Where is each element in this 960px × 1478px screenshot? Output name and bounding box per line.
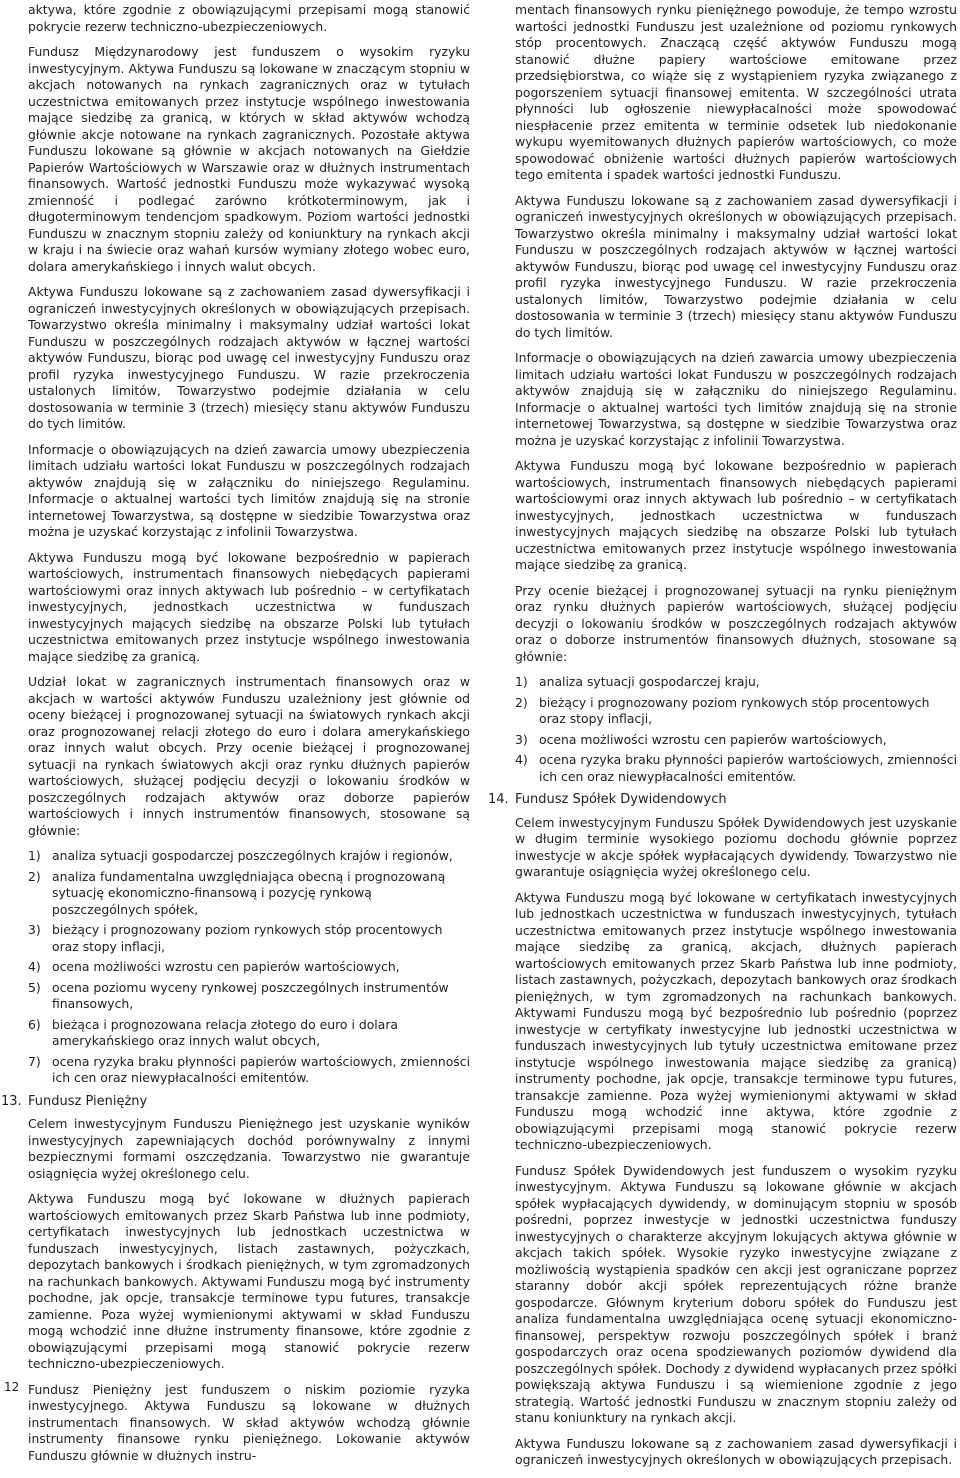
list-item	[28, 959, 470, 976]
list-item	[515, 752, 957, 785]
list-text: bieżący i prognozowany poziom rynkowych stóp procentowych oraz stopy inflacji,	[539, 694, 930, 726]
section-heading-14	[488, 792, 957, 809]
section-number: 14.	[488, 792, 509, 807]
paragraph: Informacje o obowiązujących na dzień zawarcia umowy ubezpieczenia limitach udziału wartości lokat Funduszu w poszczególnych rodzajach aktywów znajdują się w załączniku do niniejszego Regulaminu. Informacje o aktualnej wartości tych limitów znajdują się na stronie internetowej Towarzystwa, są dostępne w siedzibie Towarzystwa oraz można je uzyskać korzystając z infolinii Towarzystwa.	[515, 350, 957, 448]
paragraph: Aktywa Funduszu mogą być lokowane w certyfikatach inwestycyjnych lub jednostkach uczestnictwa w funduszach inwestycyjnych, tytułach uczestnictwa emitowanych przez instytucje wspólnego inwestowania mające siedzibę za granicą, akcjach, dłużnych papierach wartościowych emitowanych przez Skarb Państwa lub inne podmioty, listach zastawnych, pożyczkach, depozytach bankowych oraz środkach pieniężnych, w tym zgromadzonych na rachunkach bankowych. Aktywami Funduszu mogą być bezpośrednio lub pośrednio (poprzez inwestycje w certyfikaty inwestycyjne lub jednostki uczestnictwa w funduszach inwestycyjnych lub tytuły uczestnictwa emitowane przez instytucje wspólnego inwestowania mające siedzibę za granicą) instrumenty pochodne, jak opcje, transakcje terminowe typu futures, transakcje zamienne. Poza wyżej wymienionymi aktywami w skład Funduszu mogą wchodzić inne aktywa, które zgodnie z obowiązującymi przepisami mogą stanowić pokrycie rezerw techniczno-ubezpieczeniowych.	[515, 889, 957, 1152]
list-text: ocena możliwości wzrostu cen papierów wartościowych,	[539, 731, 887, 747]
list-number: 7)	[28, 1053, 41, 1069]
list-text: bieżący i prognozowany poziom rynkowych stóp procentowych oraz stopy inflacji,	[52, 922, 443, 954]
list-text: analiza sytuacji gospodarczej kraju,	[539, 674, 760, 689]
list-item	[515, 674, 957, 691]
paragraph: Informacje o obowiązujących na dzień zawarcia umowy ubezpieczenia limitach udziału wartości lokat Funduszu w poszczególnych rodzajach aktywów znajdują się w załączniku do niniejszego Regulaminu. Informacje o aktualnej wartości tych limitów znajdują się na stronie internetowej Towarzystwa, są dostępne w siedzibie Towarzystwa oraz można je uzyskać korzystając z infolinii Towarzystwa.	[28, 441, 470, 539]
list-number: 1)	[28, 848, 41, 863]
paragraph: Przy ocenie bieżącej i prognozowanej sytuacji na rynku pieniężnym oraz rynku dłużnych papierów wartościowych, służącej podjęciu decyzji o lokowaniu środków w poszczególnych rodzajach aktywów oraz o doborze instrumentów finansowych dłużnych, stosowane są głównie:	[515, 582, 957, 664]
list-item	[28, 848, 470, 865]
list-number: 3)	[515, 731, 528, 747]
list-item	[28, 980, 470, 1013]
list-text: ocena możliwości wzrostu cen papierów wartościowych,	[52, 959, 400, 974]
paragraph: Aktywa Funduszu mogą być lokowane w dłużnych papierach wartościowych emitowanych przez Skarb Państwa lub inne podmioty, certyfikatach inwestycyjnych lub jednostkach uczestnictwa w funduszach inwestycyjnych, listach zastawnych, pożyczkach, depozytach bankowych i środkach pieniężnych, w tym zgromadzonych na rachunkach bankowych. Aktywami Funduszu mogą być instrumenty pochodne, jak opcje, transakcje terminowe typu futures, transakcje zamienne. Poza wyżej wymienionymi aktywami w skład Funduszu mogą wchodzić inne dłużne instrumenty finansowe, które zgodnie z obowiązującymi przepisami mogą stanowić pokrycie rezerw techniczno-ubezpieczeniowych.	[28, 1191, 470, 1371]
paragraph: Fundusz Pieniężny jest funduszem o niskim poziomie ryzyka inwestycyjnego. Aktywa Funduszu są lokowane w dłużnych instrumentach finansowych. W skład aktywów wchodzą głównie instrumenty finansowe rynku pieniężnego. Lokowanie aktywów Funduszu głównie w dłużnych instru-	[28, 1381, 470, 1463]
paragraph: aktywa, które zgodnie z obowiązującymi przepisami mogą stanowić pokrycie rezerw techniczno-ubezpieczeniowych.	[28, 2, 470, 34]
list-number: 1)	[515, 674, 528, 689]
paragraph: Aktywa Funduszu lokowane są z zachowaniem zasad dywersyfikacji i ograniczeń inwestycyjnych określonych w obowiązujących przepisach. Towarzystwo określa minimalny i maksymalny udział wartości lokat Funduszu w poszczególnych rodzajach aktywów w łącznej wartości aktywów Funduszu, biorąc pod uwagę cel inwestycyjny Funduszu oraz profil ryzyka inwestycyjnego Funduszu. W razie przekroczenia ustalonych limitów, Towarzystwo podejmie działania w celu dostosowania w terminie 3 (trzech) miesięcy stanu aktywów Funduszu do tych limitów.	[515, 192, 957, 340]
list-number: 2)	[515, 694, 528, 710]
paragraph: Udział lokat w zagranicznych instrumentach finansowych oraz w akcjach w wartości aktywów Funduszu uzależniony jest głównie od oceny bieżącej i prognozowanej sytuacji na światowych rynkach akcji oraz prognozowanej relacji złotego do euro i dolara amerykańskiego oraz innych walut obcych. Przy ocenie bieżącej i prognozowanej sytuacji na rynkach światowych akcji oraz rynku dłużnych papierów wartościowych, służącej podjęciu decyzji o lokowaniu środków w poszczególnych rodzajach aktywów oraz doborze papierów wartościowych i innych instrumentów finansowych, stosowane są głównie:	[28, 674, 470, 838]
list-number: 6)	[28, 1016, 41, 1032]
list-number: 4)	[515, 752, 528, 767]
list-item	[515, 732, 957, 749]
list-item	[515, 695, 957, 728]
right-column	[488, 2, 958, 1478]
paragraph: Aktywa Funduszu mogą być lokowane bezpośrednio w papierach wartościowych, instrumentach finansowych niebędących papierami wartościowymi oraz innych aktywach lub pośrednio – w certyfikatach inwestycyjnych, jednostkach uczestnictwa w funduszach inwestycyjnych mających siedzibę na obszarze Polski lub tytułach uczestnictwa emitowanych przez instytucje wspólnego inwestowania mające siedzibę za granicą.	[515, 458, 957, 572]
list-number: 3)	[28, 922, 41, 937]
list-item	[28, 922, 470, 955]
section-number: 13.	[1, 1093, 22, 1109]
paragraph: Fundusz Spółek Dywidendowych jest funduszem o wysokim ryzyku inwestycyjnym. Aktywa Funduszu są lokowane głównie w akcjach spółek wypłacających dywidendy, w dominującym stopniu w sposób pośredni, poprzez inwestycje w jednostki uczestnictwa funduszy inwestycyjnych o charakterze akcyjnym lokujących aktywa głównie w akcjach takich spółek. Wysokie ryzyko inwestycyjne związane z możliwością wystąpienia spadków cen akcji jest ograniczane poprzez staranny dobór akcji spółek reprezentujących różne branże gospodarcze. Głównym kryterium doboru spółek do Funduszu jest analiza fundamentalna uwzględniająca ocenę sytuacji ekonomiczno-finansowej, perspektyw rozwoju poszczególnych spółek i branż gospodarczych oraz ocena spodziewanych poziomów dywidend dla poszczególnych spółek. Dochody z dywidend wypłacanych przez spółki powiększają aktywa Funduszu i są wiemienione zgodnie z jego strategią. Wartość jednostki Funduszu w znacznym stopniu zależy od stanu koniunktury na rynkach akcji.	[515, 1162, 957, 1425]
list-text: bieżąca i prognozowana relacja złotego do euro i dolara amerykańskiego oraz innych walut obcych,	[52, 1016, 399, 1048]
section-title: Fundusz Pieniężny	[28, 1093, 148, 1109]
list-item	[28, 1017, 470, 1050]
paragraph: Celem inwestycyjnym Funduszu Spółek Dywidendowych jest uzyskanie w długim terminie wysokiego poziomu dochodu głównie poprzez inwestycje w akcje spółek wypłacających dywidendy. Towarzystwo nie gwarantuje osiągnięcia wyżej określonego celu.	[515, 814, 957, 879]
list-number: 5)	[28, 979, 41, 995]
list-item	[28, 1054, 470, 1087]
list-text: ocena ryzyka braku płynności papierów wartościowych, zmienności ich cen oraz niewypłacalności emitentów.	[52, 1053, 471, 1085]
paragraph: Aktywa Funduszu mogą być lokowane bezpośrednio w papierach wartościowych, instrumentach finansowych niebędących papierami wartościowymi oraz innych aktywach lub pośrednio – w certyfikatach inwestycyjnych, jednostkach uczestnictwa w funduszach inwestycyjnych mających siedzibę na obszarze Polski lub tytułach uczestnictwa emitowanych przez instytucje wspólnego inwestowania mające siedzibę za granicą.	[28, 549, 470, 664]
paragraph: Fundusz Międzynarodowy jest funduszem o wysokim ryzyku inwestycyjnym. Aktywa Funduszu są lokowane w znaczącym stopniu w akcjach notowanych na rynkach zagranicznych oraz w tytułach uczestnictwa emitowanych przez instytucje wspólnego inwestowania mające siedzibę za granicą, w których w skład aktywów wchodzą głównie akcje notowane na rynkach zagranicznych. Pozostałe aktywa Funduszu lokowane są głównie w akcjach notowanych na Giełdzie Papierów Wartościowych w Warszawie oraz w dłużnych instrumentach finansowych. Wartość jednostki Funduszu może wykazywać wysoką zmienność i podlegać zarówno krótkoterminowym, jak i długoterminowym tendencjom spadkowym. Poziom wartości jednostki Funduszu w znacznym stopniu zależy od koniunktury na rynkach akcji w kraju i na świecie oraz wahań kursów wymiany złotego wobec euro, dolara amerykańskiego i innych walut obcych.	[28, 44, 470, 274]
list-item	[28, 869, 470, 919]
list-text: analiza fundamentalna uwzględniająca obecną i prognozowaną sytuację ekonomiczno-finansową i pozycję rynkową poszczególnych spółek,	[52, 868, 446, 917]
criteria-list	[28, 848, 470, 1087]
list-number: 4)	[28, 959, 41, 974]
paragraph: Aktywa Funduszu lokowane są z zachowaniem zasad dywersyfikacji i ograniczeń inwestycyjnych określonych w obowiązujących przepisach. Towarzystwo określa minimalny i maksymalny udział wartości lokat Funduszu w poszczególnych rodzajach aktywów w łącznej wartości aktywów Funduszu, biorąc pod uwagę cel inwestycyjny Funduszu oraz profil ryzyka inwestycyjnego Funduszu. W razie przekroczenia ustalonych limitów, Towarzystwo podejmie działania w celu dostosowania w terminie 3 (trzech) miesięcy stanu aktywów Funduszu do tych limitów.	[28, 284, 470, 431]
page-number: 12	[4, 1380, 20, 1394]
section-heading-13	[1, 1093, 470, 1111]
section-title: Fundusz Spółek Dywidendowych	[515, 792, 727, 807]
list-text: analiza sytuacji gospodarczej poszczególnych krajów i regionów,	[52, 848, 453, 863]
list-text: ocena ryzyka braku płynności papierów wartościowych, zmienności ich cen oraz niewypłacalności emitentów.	[539, 752, 958, 784]
paragraph: Celem inwestycyjnym Funduszu Pieniężnego jest uzyskanie wyników inwestycyjnych zapewniających dochód porównywalny z innymi bezpiecznymi formami oszczędzania. Towarzystwo nie gwarantuje osiągnięcia wyżej określonego celu.	[28, 1116, 470, 1181]
list-number: 2)	[28, 868, 41, 884]
criteria-list	[515, 674, 957, 785]
list-text: ocena poziomu wyceny rynkowej poszczególnych instrumentów finansowych,	[52, 979, 449, 1011]
paragraph: mentach finansowych rynku pieniężnego powoduje, że tempo wzrostu wartości jednostki Funduszu jest uzależnione od poziomu rynkowych stóp procentowych. Znaczącą część aktywów Funduszu mogą stanowić dłużne papiery wartościowe emitowane przez przedsiębiorstwa, co wiąże się z wystąpieniem ryzyka związanego z pogorszeniem sytuacji finansowej emitenta. W szczególności utrata płynności lub ogłoszenie niewypłacalności może spowodować niespłacenie przez emitenta w terminie odsetek lub niedokonanie wykupu wyemitowanych dłużnych papierów wartościowych, co może spowodować obniżenie wartości dłużnych papierów wartościowych tego emitenta i spadek wartości jednostki Funduszu.	[515, 2, 957, 182]
paragraph: Aktywa Funduszu lokowane są z zachowaniem zasad dywersyfikacji i ograniczeń inwestycyjnych określonych w obowiązujących przepisach.	[515, 1435, 957, 1467]
